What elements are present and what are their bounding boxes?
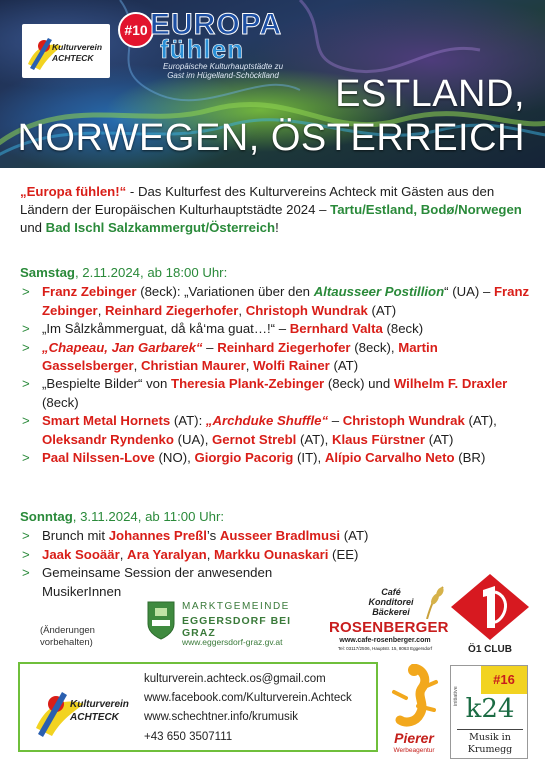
event-number-badge: #10	[118, 12, 154, 48]
intro-place-2: Bad Ischl Salzkammergut/Österreich	[45, 220, 276, 235]
sunday-heading	[20, 508, 530, 526]
achteck-contact-logo	[30, 678, 142, 740]
performer-name: Wolfi Rainer	[253, 358, 330, 374]
item-text: (AT),	[464, 413, 497, 429]
piece-title: Altausseer Postillion	[313, 284, 445, 300]
performer-name: Smart Metal Hornets	[42, 413, 171, 429]
program-item	[20, 449, 530, 467]
intro-place-1: Tartu/Estland, Bodø/Norwegen	[330, 202, 522, 217]
contact-facebook[interactable]: www.facebook.com/Kulturverein.Achteck	[144, 692, 352, 705]
achteck-logo	[22, 24, 110, 78]
performer-name: Theresia Plank-Zebinger	[171, 376, 325, 392]
item-text: (8eck)	[42, 394, 79, 410]
item-text: ,	[133, 358, 141, 374]
performer-name: Franz Zebinger	[42, 284, 530, 318]
bullet-arrow-icon: >	[22, 565, 30, 581]
lizard-icon	[384, 664, 444, 730]
item-text: ,	[119, 546, 128, 562]
performer-name: Oleksandr Ryndenko	[42, 431, 174, 447]
saturday-program	[20, 264, 530, 467]
sunday-date: , 3.11.2024, ab 11:00 Uhr:	[72, 509, 225, 524]
performer-name: Reinhard Ziegerhofer	[105, 302, 239, 318]
intro-text-2: und	[20, 220, 46, 235]
bullet-arrow-icon: >	[22, 546, 30, 562]
k24-mark: k24	[465, 694, 515, 724]
performer-name: Christian Maurer	[140, 358, 246, 374]
rosenberger-sponsor-logo	[329, 585, 449, 660]
oe1-club-logo	[449, 572, 531, 660]
item-text: Gemeinsame Session der anwesenden MusikerInnen	[42, 565, 273, 599]
contact-phone[interactable]: +43 650 3507111	[144, 730, 233, 743]
performer-name: Ara Yaralyan	[127, 546, 207, 562]
gemeinde-url: www.eggersdorf-graz.gv.at	[182, 637, 283, 647]
saturday-date: , 2.11.2024, ab 18:00 Uhr:	[74, 265, 228, 280]
title-line-2: NORWEGEN, ÖSTERREICH	[17, 117, 525, 159]
program-item	[20, 527, 530, 545]
performer-name: Markku Ounaskari	[214, 546, 329, 562]
performer-name: Christoph Wundrak	[245, 302, 368, 318]
intro-text-1: - Das Kulturfest des Kulturvereins Achteck mit Gästen aus den Ländern der Europäischen Kulturhauptstädte 2024 –	[20, 184, 495, 217]
item-text: (8eck)	[382, 321, 424, 337]
contact-email[interactable]: kulturverein.achteck.os@gmail.com	[144, 673, 326, 685]
k24-badge: #16	[481, 666, 527, 694]
event-word-fuehlen: fühlen	[160, 34, 244, 64]
item-text: (AT),	[296, 431, 332, 447]
program-item	[20, 283, 530, 320]
performer-name: Christoph Wundrak	[342, 413, 465, 429]
item-text: ,	[97, 302, 106, 318]
header-banner	[0, 0, 545, 168]
intro-lead: „Europa fühlen!“	[20, 184, 127, 199]
k24-sponsor-logo	[450, 665, 528, 759]
program-item	[20, 375, 530, 412]
program-item	[20, 320, 530, 338]
pierer-subtitle: Werbeagentur	[393, 747, 435, 754]
item-text: ,	[245, 358, 254, 374]
program-item	[20, 339, 530, 376]
k24-divider	[457, 729, 523, 730]
note-line: vorbehalten)	[40, 637, 93, 648]
item-text: (AT)	[329, 358, 359, 374]
eggersdorf-sponsor-logo	[146, 600, 321, 658]
item-text: (8eck),	[350, 339, 399, 355]
oe1-label: Ö1 CLUB	[468, 644, 512, 655]
pierer-name: Pierer	[394, 730, 434, 746]
gemeinde-line-1: MARKTGEMEINDE	[182, 601, 290, 612]
item-text: „Im Sålzkåmmerguat, då kå‘ma guat…!“ –	[42, 321, 290, 337]
program-item	[20, 412, 530, 449]
contact-logo-text: Kulturverein ACHTECK	[70, 699, 129, 723]
program-item	[20, 564, 320, 601]
item-text: –	[328, 413, 343, 429]
item-text: ,	[238, 302, 246, 318]
item-text: ,	[206, 546, 215, 562]
intro-text-3: !	[275, 220, 279, 235]
item-text: (AT):	[170, 413, 206, 429]
item-text: (BR)	[454, 450, 486, 466]
performer-name: Paal Nilssen-Love	[42, 450, 155, 466]
changes-note	[40, 625, 95, 649]
item-text: (AT)	[425, 431, 454, 447]
performer-name: Gernot Strebl	[212, 431, 297, 447]
rosenberger-address: Tel: 03117/2506, Hauptstr. 15, 8063 Eggersdorf	[337, 646, 433, 651]
performer-name: Klaus Fürstner	[331, 431, 426, 447]
rosenberger-subtitle: Café Konditorei Bäckerei	[368, 587, 414, 617]
performer-name: Bernhard Valta	[289, 321, 383, 337]
performer-name: Reinhard Ziegerhofer	[217, 339, 351, 355]
contact-website[interactable]: www.schechtner.info/krumusik	[144, 711, 299, 724]
bullet-arrow-icon: >	[22, 321, 30, 337]
piece-title: „Chapeau, Jan Garbarek“	[42, 339, 203, 355]
contact-details	[144, 670, 352, 747]
bullet-arrow-icon: >	[22, 413, 30, 429]
performer-name: Giorgio Pacorig	[194, 450, 294, 466]
piece-title: „Archduke Shuffle“	[205, 413, 329, 429]
k24-initiative-label: initiative	[453, 686, 459, 706]
item-text: “ (UA) –	[444, 284, 494, 300]
bullet-arrow-icon: >	[22, 284, 30, 300]
bullet-arrow-icon: >	[22, 376, 30, 392]
rosenberger-url: www.cafe-rosenberger.com	[339, 637, 431, 644]
item-text: (8eck): „Variationen über den	[136, 284, 314, 300]
performer-name: Ausseer Bradlmusi	[219, 528, 341, 544]
item-text: „Bespielte Bilder“ von	[42, 376, 172, 392]
title-line-1: ESTLAND,	[335, 73, 525, 115]
performer-name: Martin Gasselsberger	[42, 339, 438, 374]
sunday-day: Sonntag	[20, 509, 73, 524]
item-text: –	[202, 339, 218, 355]
item-text: ’s	[206, 528, 220, 544]
pierer-sponsor-logo	[384, 664, 444, 760]
k24-line-1: Musik in	[469, 732, 511, 743]
bullet-arrow-icon: >	[22, 339, 30, 355]
item-text: (EE)	[328, 546, 359, 562]
contact-box	[18, 662, 378, 752]
gemeinde-line-2: EGGERSDORF BEI GRAZ	[182, 615, 292, 639]
item-text: Brunch mit	[42, 528, 109, 544]
wheat-icon	[421, 585, 451, 619]
event-word-europa: EUROPA	[150, 8, 283, 41]
saturday-day: Samstag	[20, 265, 75, 280]
event-subtitle: Europäische Kulturhauptstädte zu Gast im Hügelland-Schöcklland	[162, 62, 284, 80]
page-title	[17, 72, 525, 160]
item-text: (UA),	[173, 431, 213, 447]
item-text: (IT),	[293, 450, 325, 466]
bullet-arrow-icon: >	[22, 450, 30, 466]
bullet-arrow-icon: >	[22, 528, 30, 544]
intro-paragraph	[20, 183, 528, 237]
performer-name: Wilhelm F. Draxler	[393, 376, 508, 392]
item-text: (AT)	[340, 528, 369, 544]
note-line: (Änderungen	[40, 625, 95, 636]
performer-name: Franz Zebinger	[42, 284, 137, 300]
performer-name: Alípio Carvalho Neto	[324, 450, 455, 466]
oe1-logo-graphic	[449, 572, 531, 642]
item-text: (AT)	[367, 302, 397, 318]
eggersdorf-crest-icon	[146, 600, 176, 640]
item-text: (NO),	[154, 450, 195, 466]
performer-name: Jaak Sooäär	[42, 546, 120, 562]
saturday-heading	[20, 264, 530, 282]
achteck-logo-text: Kulturverein ACHTECK	[52, 42, 103, 63]
item-text: (8eck) und	[324, 376, 394, 392]
program-item	[20, 546, 530, 564]
performer-name: Johannes Preßl	[108, 528, 207, 544]
rosenberger-name: ROSENBERGER	[329, 619, 449, 636]
k24-line-2: Krumegg	[467, 744, 513, 755]
